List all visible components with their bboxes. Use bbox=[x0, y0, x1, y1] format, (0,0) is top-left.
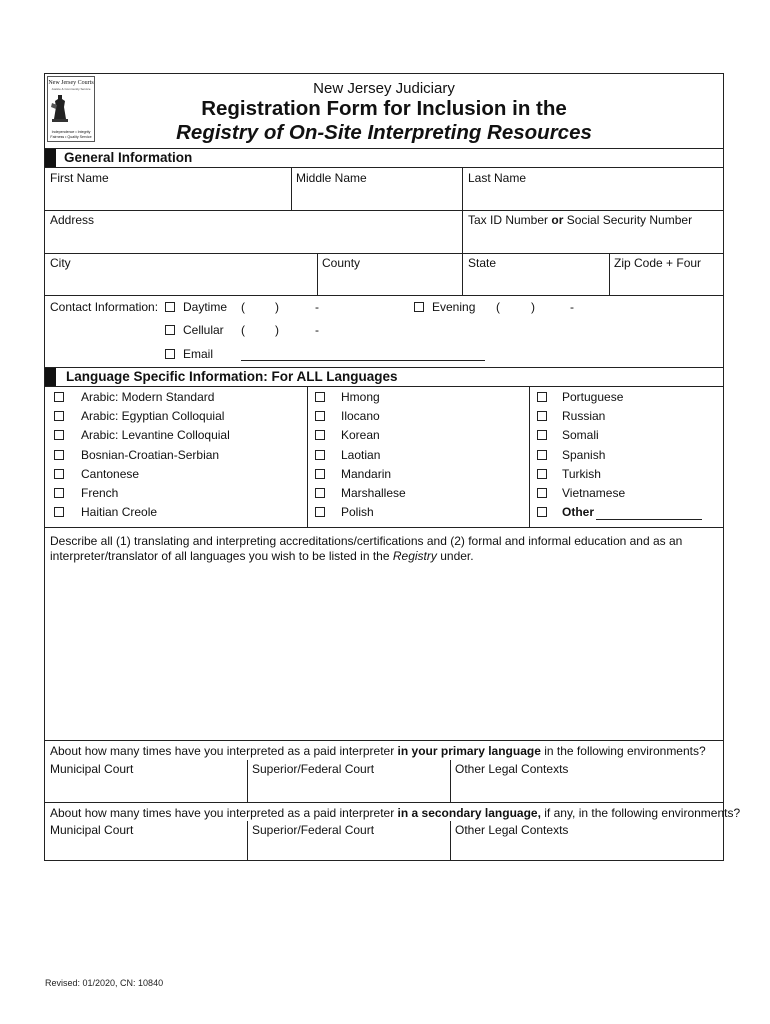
general-information-title: General Information bbox=[64, 150, 193, 165]
tax-id-text: Tax ID Number bbox=[468, 213, 552, 227]
logo-subtext: Justice & Community Service bbox=[51, 87, 91, 91]
section-marker bbox=[45, 149, 56, 167]
other-language-input-line[interactable] bbox=[596, 519, 702, 520]
secondary-municipal-label: Municipal Court bbox=[50, 823, 134, 837]
judiciary-title: New Jersey Judiciary bbox=[313, 80, 455, 97]
language-option-label: Korean bbox=[341, 428, 380, 443]
address-field[interactable] bbox=[45, 211, 462, 253]
state-label: State bbox=[468, 256, 497, 270]
county-label: County bbox=[322, 256, 361, 270]
cellular-label: Cellular bbox=[183, 323, 224, 337]
email-input-line[interactable] bbox=[241, 360, 485, 361]
city-label: City bbox=[50, 256, 71, 270]
language-option-label: Somali bbox=[562, 428, 599, 443]
language-information-header bbox=[45, 367, 723, 387]
language-checkbox[interactable] bbox=[54, 450, 64, 460]
city-field[interactable] bbox=[45, 254, 317, 295]
language-checkbox[interactable] bbox=[54, 392, 64, 402]
language-checkbox[interactable] bbox=[537, 430, 547, 440]
row-divider bbox=[45, 802, 723, 803]
contact-label: Contact Information: bbox=[50, 300, 159, 314]
dash: - bbox=[570, 300, 574, 314]
daytime-checkbox[interactable] bbox=[165, 302, 175, 312]
language-option-label: Russian bbox=[562, 409, 606, 424]
secondary-municipal-field[interactable] bbox=[45, 821, 247, 860]
paren-close: ) bbox=[275, 300, 279, 314]
language-option-label: Arabic: Egyptian Colloquial bbox=[81, 409, 225, 424]
dash: - bbox=[315, 300, 319, 314]
describe-end: under. bbox=[436, 549, 474, 563]
secondary-other-field[interactable] bbox=[451, 821, 723, 860]
language-checkbox[interactable] bbox=[315, 507, 325, 517]
other-language-checkbox[interactable] bbox=[537, 507, 547, 517]
primary-q-text: About how many times have you interpreted as a paid interpreter bbox=[50, 744, 398, 758]
ssn-text: Social Security Number bbox=[563, 213, 693, 227]
language-option-label: Laotian bbox=[341, 447, 381, 462]
language-option-label: Bosnian-Croatian-Serbian bbox=[81, 447, 220, 462]
language-checkbox[interactable] bbox=[54, 411, 64, 421]
language-option-label: Cantonese bbox=[81, 466, 140, 481]
cellular-checkbox[interactable] bbox=[165, 325, 175, 335]
row-divider bbox=[45, 527, 723, 528]
language-checkbox[interactable] bbox=[315, 469, 325, 479]
first-name-field[interactable] bbox=[45, 168, 291, 210]
first-name-label: First Name bbox=[50, 171, 109, 185]
primary-superior-label: Superior/Federal Court bbox=[252, 762, 375, 776]
zip-field[interactable] bbox=[610, 254, 723, 295]
primary-question bbox=[50, 744, 706, 758]
form-title: Registration Form for Inclusion in the bbox=[201, 97, 567, 120]
tax-id-field[interactable] bbox=[463, 211, 723, 253]
registry-text: Registry bbox=[392, 549, 437, 563]
last-name-label: Last Name bbox=[468, 171, 527, 185]
row-divider bbox=[45, 740, 723, 741]
primary-other-field[interactable] bbox=[451, 760, 723, 802]
language-checkbox[interactable] bbox=[315, 411, 325, 421]
language-option-label: Hmong bbox=[341, 390, 380, 404]
language-checkbox[interactable] bbox=[54, 469, 64, 479]
describe-line-1: Describe all (1) translating and interpreting accreditations/certifications and (2) formal and informal education and as an bbox=[50, 534, 683, 548]
language-option-label: Arabic: Modern Standard bbox=[81, 390, 215, 404]
language-option-label: Spanish bbox=[562, 447, 606, 462]
language-option-label: Haitian Creole bbox=[81, 505, 158, 520]
dash: - bbox=[315, 323, 319, 337]
tax-or-text: or bbox=[551, 213, 564, 227]
paren-open: ( bbox=[496, 300, 500, 314]
secondary-q-text: About how many times have you interpreted as a paid interpreter bbox=[50, 806, 398, 820]
evening-label: Evening bbox=[432, 300, 476, 314]
middle-name-field[interactable] bbox=[292, 168, 462, 210]
primary-q-bold: in your primary language bbox=[397, 744, 541, 758]
revision-footer: Revised: 01/2020, CN: 10840 bbox=[45, 978, 164, 988]
language-checkbox[interactable] bbox=[315, 430, 325, 440]
daytime-label: Daytime bbox=[183, 300, 228, 314]
describe-text: interpreter/translator of all languages you wish to be listed in the bbox=[50, 549, 393, 563]
language-checkbox[interactable] bbox=[315, 392, 325, 402]
divider bbox=[307, 387, 308, 527]
language-checkbox[interactable] bbox=[537, 469, 547, 479]
language-option-label: Arabic: Levantine Colloquial bbox=[81, 428, 230, 443]
primary-q-end: in the following environments? bbox=[540, 744, 706, 758]
secondary-superior-field[interactable] bbox=[248, 821, 450, 860]
paren-open: ( bbox=[241, 323, 245, 337]
secondary-q-bold: in a secondary language, bbox=[397, 806, 541, 820]
describe-instructions bbox=[50, 534, 710, 564]
primary-superior-field[interactable] bbox=[248, 760, 450, 802]
section-marker bbox=[45, 368, 56, 386]
primary-other-label: Other Legal Contexts bbox=[455, 762, 569, 776]
language-option-label: Vietnamese bbox=[562, 486, 626, 500]
middle-name-label: Middle Name bbox=[296, 171, 367, 185]
paren-open: ( bbox=[241, 300, 245, 314]
form-subtitle: Registry of On-Site Interpreting Resources bbox=[176, 121, 592, 144]
language-option-label: Marshallese bbox=[341, 486, 406, 500]
paren-close: ) bbox=[531, 300, 535, 314]
language-checkbox[interactable] bbox=[537, 392, 547, 402]
secondary-other-label: Other Legal Contexts bbox=[455, 823, 569, 837]
paren-close: ) bbox=[275, 323, 279, 337]
primary-municipal-field[interactable] bbox=[45, 760, 247, 802]
language-checkbox[interactable] bbox=[315, 488, 325, 498]
divider bbox=[529, 387, 530, 527]
state-field[interactable] bbox=[463, 254, 609, 295]
language-option-label: Mandarin bbox=[341, 466, 392, 481]
secondary-question bbox=[50, 806, 740, 820]
zip-label: Zip Code + Four bbox=[614, 256, 702, 270]
language-checkbox[interactable] bbox=[537, 411, 547, 421]
registration-form bbox=[44, 73, 741, 861]
describe-textarea[interactable] bbox=[45, 564, 723, 740]
secondary-superior-label: Superior/Federal Court bbox=[252, 823, 375, 837]
language-information-title: Language Specific Information: For ALL Languages bbox=[66, 369, 398, 384]
language-checkbox[interactable] bbox=[54, 507, 64, 517]
other-language-label: Other bbox=[562, 505, 595, 520]
logo-motto-1: Independence • Integrity bbox=[51, 130, 91, 134]
language-option-label: Portuguese bbox=[562, 390, 624, 404]
language-checkbox[interactable] bbox=[315, 450, 325, 460]
logo-motto-2: Fairness • Quality Service bbox=[50, 135, 92, 139]
language-checkbox[interactable] bbox=[54, 430, 64, 440]
secondary-q-end: if any, in the following environments? bbox=[540, 806, 741, 820]
language-checkbox[interactable] bbox=[537, 488, 547, 498]
email-checkbox[interactable] bbox=[165, 349, 175, 359]
address-label: Address bbox=[50, 213, 95, 227]
language-checkbox[interactable] bbox=[54, 488, 64, 498]
language-option-label: Turkish bbox=[562, 466, 601, 481]
general-information-header bbox=[45, 148, 723, 168]
row-divider bbox=[45, 295, 723, 296]
email-label: Email bbox=[183, 347, 214, 361]
county-field[interactable] bbox=[318, 254, 462, 295]
language-option-label: Ilocano bbox=[341, 409, 380, 424]
language-option-label: French bbox=[81, 486, 119, 500]
language-option-label: Polish bbox=[341, 505, 374, 520]
language-checkbox[interactable] bbox=[537, 450, 547, 460]
describe-line-2 bbox=[50, 549, 710, 564]
evening-checkbox[interactable] bbox=[414, 302, 424, 312]
last-name-field[interactable] bbox=[463, 168, 723, 210]
primary-municipal-label: Municipal Court bbox=[50, 762, 134, 776]
logo-text: New Jersey Courts bbox=[48, 80, 94, 86]
form-header bbox=[45, 74, 723, 148]
